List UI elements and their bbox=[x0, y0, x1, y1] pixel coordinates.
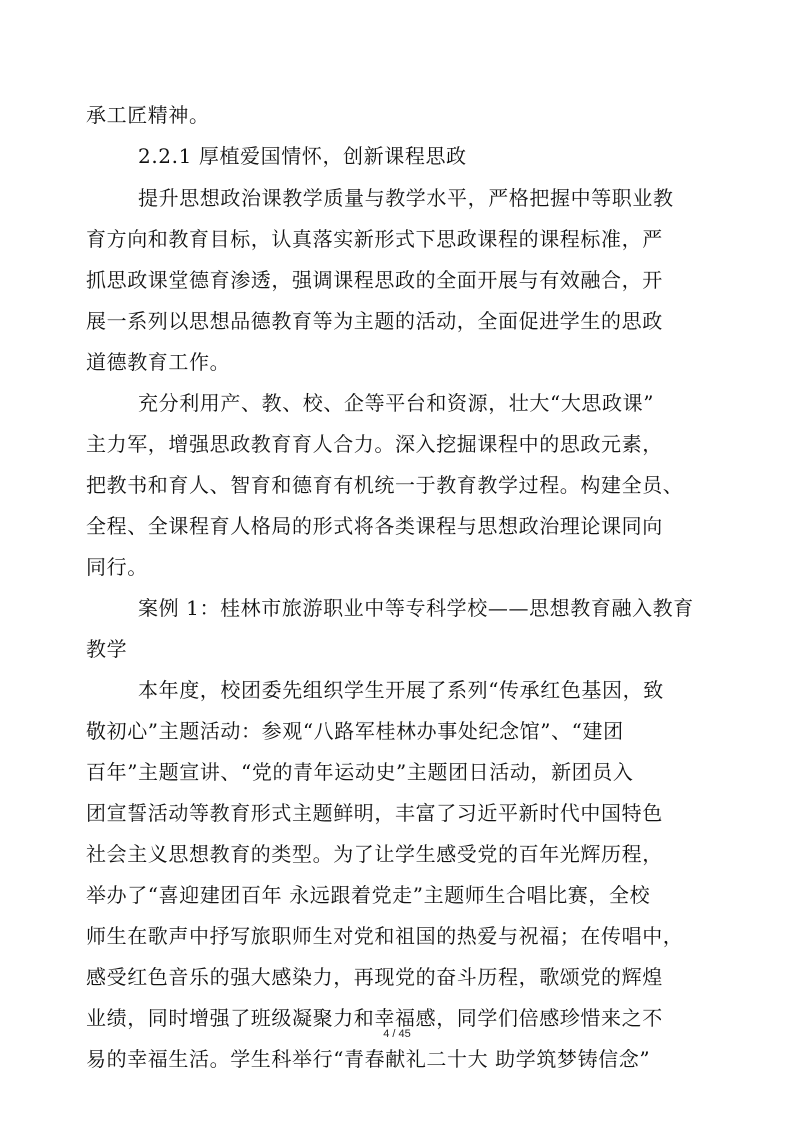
text-line: 易的幸福生活。学生科举行“青春献礼二十大 助学筑梦铸信念” bbox=[86, 1047, 651, 1071]
case-heading: 教学 bbox=[86, 637, 128, 661]
text-line: 举办了“喜迎建团百年 永远跟着党走”主题师生合唱比赛，全校 bbox=[86, 883, 651, 907]
page-number: 4 / 45 bbox=[383, 1028, 411, 1040]
case-heading: 案例 1：桂林市旅游职业中等专科学校——思想教育融入教育 bbox=[138, 596, 694, 620]
text-line: 充分利用产、教、校、企等平台和资源，壮大“大思政课” bbox=[138, 391, 655, 415]
text-line: 师生在歌声中抒写旅职师生对党和祖国的热爱与祝福；在传唱中， bbox=[86, 924, 684, 948]
text-line: 抓思政课堂德育渗透，强调课程思政的全面开展与有效融合，开 bbox=[86, 268, 663, 292]
text-line: 展一系列以思想品德教育等为主题的活动，全面促进学生的思政 bbox=[86, 309, 663, 333]
text-line: 提升思想政治课教学质量与教学水平，严格把握中等职业教 bbox=[138, 186, 674, 210]
text-line: 把教书和育人、智育和德育有机统一于教育教学过程。构建全员、 bbox=[86, 473, 684, 497]
text-line: 主力军，增强思政教育育人合力。深入挖掘课程中的思政元素， bbox=[86, 432, 663, 456]
text-line: 感受红色音乐的强大感染力，再现党的奋斗历程，歌颂党的辉煌 bbox=[86, 965, 663, 989]
text-line: 全程、全课程育人格局的形式将各类课程与思想政治理论课同向 bbox=[86, 514, 663, 538]
text-line: 育方向和教育目标，认真落实新形式下思政课程的课程标准，严 bbox=[86, 227, 663, 251]
text-line: 本年度，校团委先组织学生开展了系列“传承红色基因，致 bbox=[138, 678, 664, 702]
text-line: 社会主义思想教育的类型。为了让学生感受党的百年光辉历程， bbox=[86, 842, 663, 866]
text-line: 同行。 bbox=[86, 555, 148, 579]
text-line: 承工匠精神。 bbox=[86, 103, 210, 127]
text-line: 团宣誓活动等教育形式主题鲜明，丰富了习近平新时代中国特色 bbox=[86, 801, 663, 825]
text-line: 百年”主题宣讲、“党的青年运动史”主题团日活动，新团员入 bbox=[86, 760, 634, 784]
text-line: 敬初心”主题活动：参观“八路军桂林办事处纪念馆”、“建团 bbox=[86, 719, 624, 743]
text-line: 业绩，同时增强了班级凝聚力和幸福感，同学们倍感珍惜来之不 bbox=[86, 1006, 663, 1030]
text-line: 道德教育工作。 bbox=[86, 350, 231, 374]
section-heading: 2.2.1 厚植爱国情怀，创新课程思政 bbox=[138, 144, 467, 168]
